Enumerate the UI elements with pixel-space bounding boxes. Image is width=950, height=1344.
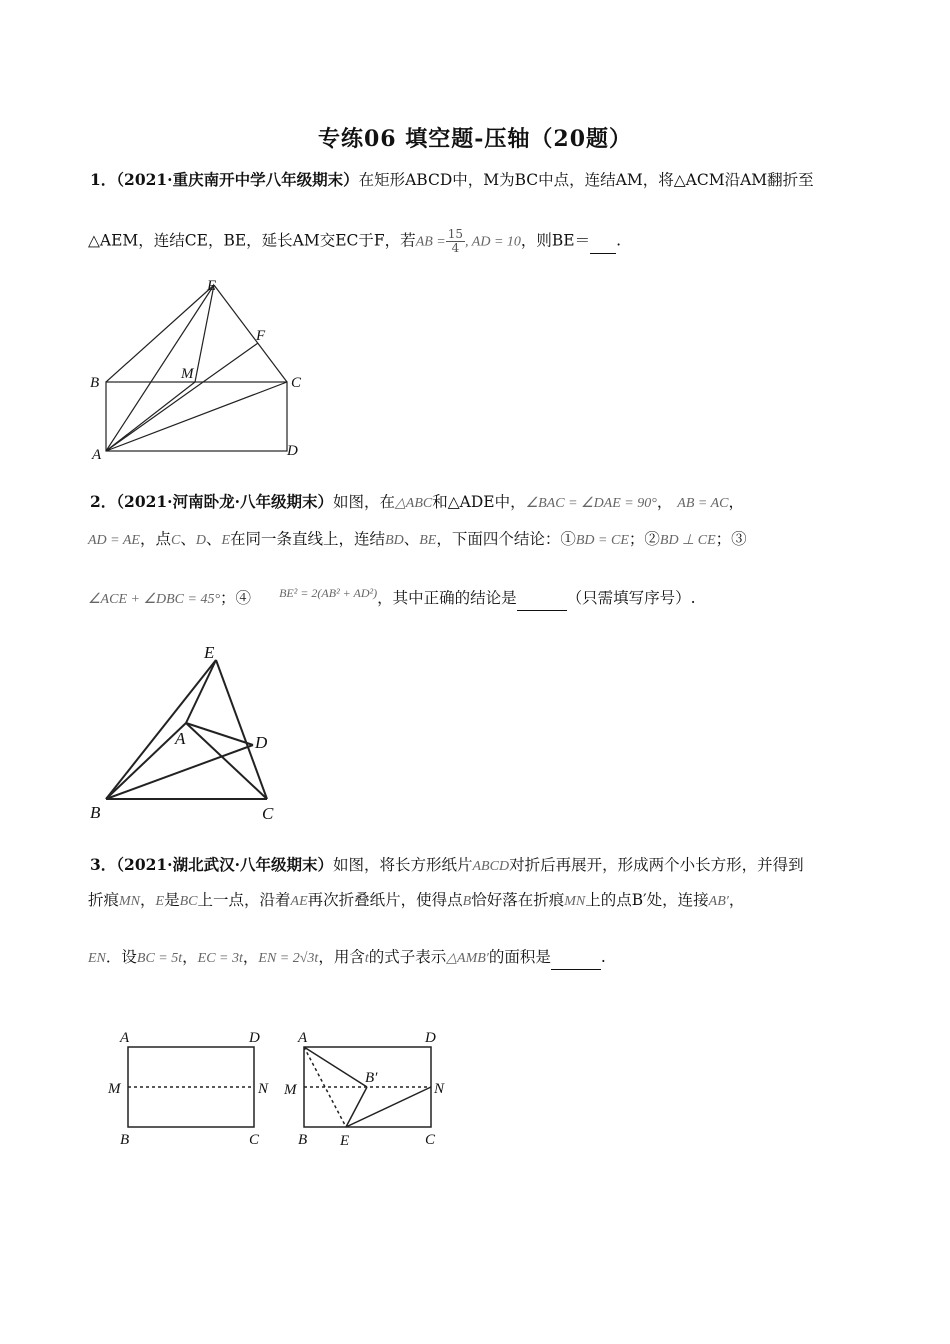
q2-bd: BD <box>385 533 404 548</box>
q2-sep-2: 、 <box>205 530 222 548</box>
q2-number: 2． <box>90 492 117 511</box>
q3-left-N: N <box>258 1081 269 1097</box>
q3-ab-prime: AB′ <box>708 894 729 909</box>
q2-label-C: C <box>262 804 274 823</box>
q3-text-3: 折痕 <box>88 891 120 909</box>
q3-text-9: 上的点B′处，连接 <box>585 891 709 909</box>
q2-answer-blank[interactable] <box>517 586 567 611</box>
q3-en: EN <box>88 951 106 966</box>
q2-text-4: 在同一条直线上，连结 <box>230 530 386 548</box>
q3-text-13: ， <box>242 948 259 966</box>
q2-point-c: C <box>170 533 181 548</box>
q3-triangle-amb: △AMB′ <box>446 951 489 966</box>
q2-be: BE <box>419 533 437 548</box>
q3-ae: AE <box>290 894 308 909</box>
q2-label-A: A <box>175 729 186 748</box>
q3-left-C: C <box>249 1132 260 1148</box>
q3-b: B <box>462 894 472 909</box>
q2-text-3: ，点 <box>139 530 171 548</box>
q2-seg-AB <box>106 723 186 799</box>
q3-e: E <box>155 894 165 909</box>
q2-text-2: 和△ADE中， <box>432 493 526 511</box>
q2-ad-ae: AD = AE <box>88 533 140 548</box>
q1-label-C: C <box>291 375 302 391</box>
q3-left-B: B <box>120 1132 130 1148</box>
q3-line2 <box>88 888 744 914</box>
q3-text-14: ，用含 <box>318 948 365 966</box>
q3-text-16: 的面积是 <box>488 948 551 966</box>
q2-label-E: E <box>204 643 215 662</box>
q2-source: （2021·河南卧龙·八年级期末） <box>116 492 333 511</box>
q2-seg-EC <box>216 660 267 799</box>
q2-figure <box>80 638 300 828</box>
q3-text-12: ， <box>182 948 198 966</box>
q3-right-Bprime: B′ <box>365 1070 378 1086</box>
q2-point-d: D <box>195 533 206 548</box>
q3-right-C: C <box>425 1132 436 1148</box>
q3-left-D: D <box>249 1030 260 1046</box>
q1-label-M: M <box>181 366 194 382</box>
q2-sep-1: 、 <box>180 530 196 548</box>
q2-text-9: ，其中正确的结论是 <box>377 589 517 607</box>
q3-answer-blank[interactable] <box>551 945 601 970</box>
q3-seg-EN <box>346 1087 431 1127</box>
q3-line1 <box>90 853 804 879</box>
q3-abcd: ABCD <box>472 859 510 874</box>
q1-seg-AC <box>106 382 287 451</box>
q3-seg-ABp <box>304 1047 367 1087</box>
q1-seg-AM <box>106 382 195 451</box>
q3-text-10: ， <box>728 891 745 909</box>
q2-comma-1: ， <box>656 493 673 511</box>
q1-label-D: D <box>287 443 298 459</box>
q1-seg-AF <box>106 343 258 451</box>
q1-number: 1． <box>90 170 117 189</box>
q2-line3 <box>88 581 696 612</box>
q3-text-4: ， <box>140 891 156 909</box>
q2-bd-ce: BD = CE <box>575 533 629 548</box>
q3-mn-2: MN <box>564 894 586 909</box>
q3-text-5: 是 <box>164 891 180 909</box>
q3-right-A: A <box>298 1030 308 1046</box>
q3-text-1: 如图，将长方形纸片 <box>332 856 473 874</box>
q2-tri-abc: △ABC <box>395 496 433 511</box>
q3-right-B: B <box>298 1132 308 1148</box>
q3-line3 <box>88 945 606 971</box>
q2-label-B: B <box>90 803 101 822</box>
q2-label-D: D <box>255 733 268 752</box>
q3-seg-BpE <box>346 1087 367 1127</box>
page-title: 专练06 填空题-压轴（20题） <box>317 126 633 152</box>
q1-answer-blank[interactable] <box>590 229 616 254</box>
q1-end: . <box>616 231 622 250</box>
q3-right-N: N <box>434 1081 445 1097</box>
q1-label-E: E <box>207 278 217 294</box>
q2-be-squared: BE² = 2(AB² + AD²) <box>279 586 378 600</box>
q1-figure <box>80 270 320 470</box>
q2-bd-perp: BD ⊥ CE <box>659 533 716 548</box>
q3-en-2: EN = 2√3t <box>258 951 319 966</box>
q2-text-8: ；④ <box>220 589 252 607</box>
q1-frac-num: 15 <box>447 227 464 241</box>
q1-ab-label: AB = <box>415 234 446 250</box>
q3-mn: MN <box>119 894 141 909</box>
q3-figure <box>100 1020 460 1160</box>
q2-line1 <box>90 490 744 516</box>
q2-sep-3: 、 <box>403 530 420 548</box>
q1-ad-label: , AD = 10 <box>465 234 521 250</box>
q2-angle-eq: ∠BAC = ∠DAE = 90° <box>525 496 657 511</box>
q3-right-D: D <box>425 1030 436 1046</box>
q3-left-A: A <box>120 1030 130 1046</box>
q2-line2 <box>88 527 747 553</box>
q3-number: 3． <box>90 855 117 874</box>
q2-point-e: E <box>221 533 231 548</box>
q3-text-8: 恰好落在折痕 <box>471 891 565 909</box>
q1-label-A: A <box>92 447 102 463</box>
q2-angle-sum: ∠ACE + ∠DBC = 45° <box>88 592 221 607</box>
q1-text-1: 在矩形ABCD中，M为BC中点，连结AM，将△ACM沿AM翻折至 <box>358 171 814 189</box>
q1-line2 <box>88 228 621 255</box>
q1-frac-den: 4 <box>451 241 460 255</box>
q2-text-6: ；② <box>628 530 660 548</box>
q1-text-2: △AEM，连结CE，BE，延长AM交EC于F，若 <box>88 231 416 250</box>
q3-text-7: 再次折叠纸片，使得点 <box>307 891 463 909</box>
q3-end: . <box>600 948 606 966</box>
q3-text-2: 对折后再展开，形成两个小长方形，并得到 <box>509 856 804 874</box>
q1-text-3: ，则BE＝ <box>520 231 591 250</box>
q3-bc-5t: BC = 5t <box>136 951 183 966</box>
q1-line1 <box>90 168 814 192</box>
q2-comma-2: ， <box>728 493 744 511</box>
q2-text-1: 如图，在 <box>332 493 395 511</box>
q1-source: （2021·重庆南开中学八年级期末） <box>116 170 359 189</box>
q3-text-6: 上一点，沿着 <box>197 891 291 909</box>
q3-ec-3t: EC = 3t <box>197 951 243 966</box>
q2-text-10: （只需填写序号）. <box>566 589 696 607</box>
q3-right-M: M <box>284 1082 297 1098</box>
q3-right-E: E <box>340 1133 350 1149</box>
q3-text-11: ．设 <box>105 948 137 966</box>
q3-source: （2021·湖北武汉·八年级期末） <box>116 855 333 874</box>
q1-fraction <box>446 228 465 255</box>
q3-left-M: M <box>108 1081 121 1097</box>
q2-ab-ac: AB = AC <box>677 496 729 511</box>
q3-t: t <box>364 951 369 966</box>
q2-text-5: ，下面四个结论：① <box>436 530 576 548</box>
q1-label-B: B <box>90 375 100 391</box>
q3-bc: BC <box>179 894 198 909</box>
q2-text-7: ；③ <box>715 530 747 548</box>
q1-seg-EC <box>214 285 287 382</box>
q1-label-F: F <box>256 328 266 344</box>
q3-text-15: 的式子表示 <box>368 948 447 966</box>
